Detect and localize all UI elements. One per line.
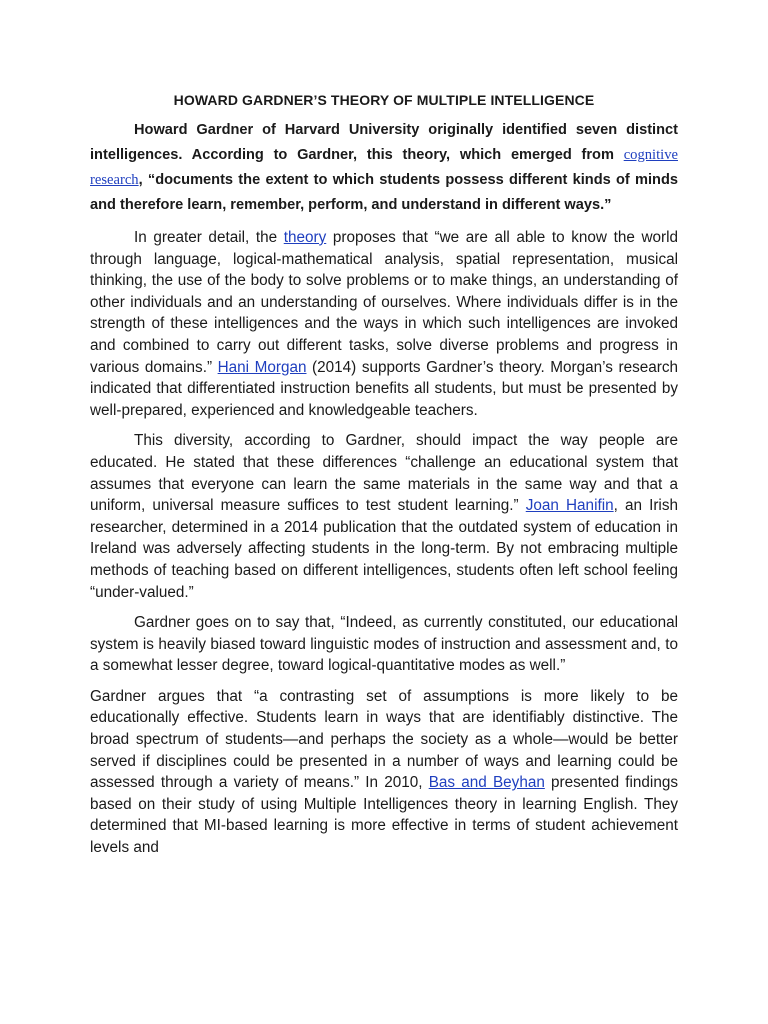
p3-text: Gardner goes on to say that, “Indeed, as currently constituted, our educational system is heavily biased toward linguistic modes of instruction and assessment and, to a somewhat lesser degree, toward logical-quantitative modes as well.” xyxy=(90,614,678,675)
hani-morgan-link[interactable]: Hani Morgan xyxy=(217,358,307,376)
p4-text-2: presented findings based on their study of using Multiple Intelligences theory in learning English. They determined that MI-based learning is more effective in terms of student achievement levels and xyxy=(90,774,678,857)
bas-and-beyhan-link[interactable]: Bas and Beyhan xyxy=(428,774,545,792)
intro-text-2: , “documents the extent to which students possess different kinds of minds and therefore learn, remember, perform, and understand in different ways.” xyxy=(90,172,678,213)
p1-text-1: In greater detail, the xyxy=(134,229,284,246)
joan-hanifin-link[interactable]: Joan Hanifin xyxy=(525,497,614,515)
intro-paragraph xyxy=(90,118,678,218)
theory-link[interactable]: theory xyxy=(283,229,327,246)
p1-text-2: proposes that “we are all able to know the world through language, logical-mathematical analysis, spatial representation, musical thinking, the use of the body to solve problems or to make things, an understanding of other individuals and an understanding of ourselves. Where individuals differ is in the strength of these intelligences and the ways in which such intelligences are invoked and combined to carry out different tasks, solve diverse problems and progress in various domains.” xyxy=(90,229,678,376)
paragraph-assumptions xyxy=(90,686,678,859)
p4-text-1: Gardner argues that “a contrasting set of assumptions is more likely to be educationally effective. Students learn in ways that are identifiably distinctive. The broad spectrum of students—and perhaps the society as a whole—would be better served if disciplines could be presented in a number of ways and learning could be assessed through a variety of means.” In 2010, xyxy=(90,687,678,792)
p1-text-3: (2014) supports Gardner’s theory. Morgan’s research indicated that differentiated instruction benefits all students, but must be presented by well-prepared, experienced and knowledgeable teachers. xyxy=(90,358,678,419)
paragraph-theory xyxy=(90,227,678,421)
p2-text-1: This diversity, according to Gardner, should impact the way people are educated. He stated that these differences “challenge an educational system that assumes that everyone can learn the same materials in the same way and that a uniform, universal measure suffices to test student learning.” xyxy=(90,432,678,515)
paragraph-diversity xyxy=(90,430,678,603)
intro-text-1: Howard Gardner of Harvard University originally identified seven distinct intelligences. According to Gardner, this theory, which emerged from xyxy=(90,122,678,163)
document-page xyxy=(90,92,678,868)
paragraph-bias xyxy=(90,612,678,677)
document-title: HOWARD GARDNER’S THEORY OF MULTIPLE INTELLIGENCE xyxy=(173,92,595,108)
cognitive-research-link[interactable]: cognitive research xyxy=(90,147,678,188)
p2-text-2: , an Irish researcher, determined in a 2014 publication that the outdated system of education in Ireland was adversely affecting students in the long-term. By not embracing multiple methods of teaching based on different intelligences, students often left school feeling “under-valued.” xyxy=(90,497,678,601)
